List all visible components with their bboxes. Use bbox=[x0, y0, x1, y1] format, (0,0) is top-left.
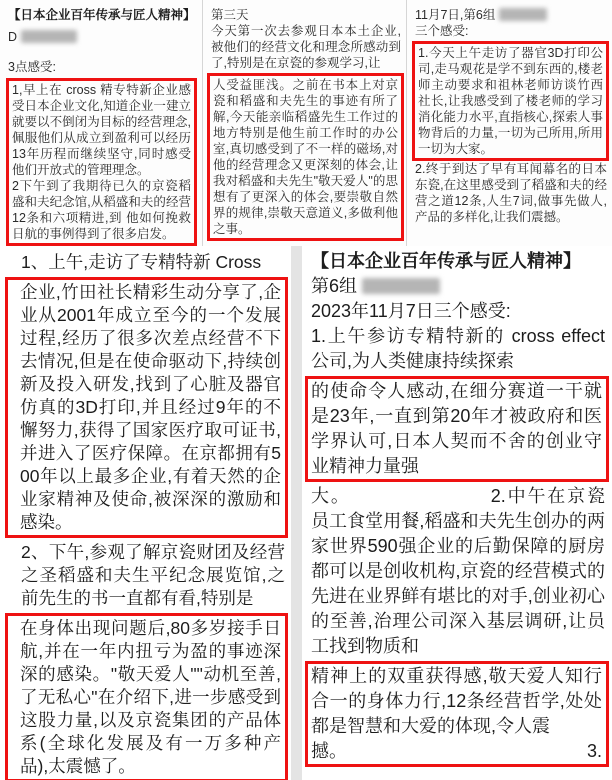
group-line bbox=[311, 274, 605, 299]
intro-label: 3点感受: bbox=[8, 60, 56, 74]
red-annotation-box bbox=[5, 277, 288, 538]
note-paragraph: 人受益匪浅。之前在书本上对京瓷和稻盛和夫先生的事迹有所了解,今天能亲临稻盛先生工作过的地方特别是他生前工作时的办公室,真切感受到了不一样的磁场,对他的经营理念又更深刻的体会,让我对稻盛和夫先生"敬天爱人"的思想有了更深入的体会,要崇敬自然界的规律,崇敬天意道义,多做利他之事。 bbox=[213, 78, 398, 236]
author-line bbox=[8, 29, 197, 45]
note-paragraph: 今天第一次去参观日本本土企业,被他们的经营文化和理念所感动到了,特别是在京瓷的参观学习,让 bbox=[211, 24, 401, 70]
red-annotation-box bbox=[305, 661, 609, 767]
note-bottom-right bbox=[302, 246, 612, 780]
note-paragraph: 精神上的双重获得感,敬天爱人知行合一的身体力行,12条经营哲学,处处都是智慧和大爱的体现,令人震 bbox=[311, 666, 602, 736]
note-paragraph: 2、下午,参观了解京瓷财团及经营之圣稻盛和夫生平纪念展览馆,之前先生的书一直都有看,特别是 bbox=[21, 542, 285, 608]
note-paragraph-text: 2.中午在京瓷员工食堂用餐,稻盛和夫先生创办的两家世界590强企业的后勤保障的厨房都可以是创收机构,京瓷的经营模式的先进在业界鲜有堪比的对手,创业初心的至善,治理公司深入基层调研,让员工找到物质和 bbox=[311, 486, 606, 656]
note-paragraph: 1、上午,走访了专精特新 Cross bbox=[21, 252, 262, 272]
red-annotation-box bbox=[412, 41, 609, 161]
red-annotation-box bbox=[6, 78, 197, 246]
intro-label: 三个感受: bbox=[415, 24, 469, 38]
red-annotation-box bbox=[305, 376, 609, 482]
note-paragraph: 1,早上在 cross 精专特新企业感受日本企业文化,知道企业一建立就要以不倒闭为目标的经营理念,佩服他们从成立到盈利可以经历13年历程而继续坚守,同时感受他们开放式的管理理念。 bbox=[12, 83, 191, 177]
redacted-name-blur bbox=[362, 278, 440, 294]
note-bottom-left bbox=[0, 246, 291, 780]
top-row bbox=[0, 0, 612, 246]
note-paragraph: 的使命令人感动,在细分赛道一干就是23年,一直到第20年才被政府和医学界认可,日本人契而不舍的创业守业精神力量强 bbox=[311, 381, 602, 476]
item-number-text: 3. bbox=[586, 741, 602, 761]
note-title: 【日本企业百年传承与匠人精神】 bbox=[311, 251, 581, 271]
sentence-end-text: 大。 bbox=[311, 486, 351, 506]
note-paragraph: 1.今天上午走访了器官3D打印公司,走马观花是学不到东西的,楼老师主动要求和祖林老师访谈竹西社长,让我感受到了楼老师的学习消化能力水平,直指核心,探索人事物背后的力量,一切为己所用,所用一切为大家。 bbox=[418, 46, 603, 156]
note-top-left bbox=[0, 0, 203, 246]
date-group-text: 11月7日,第6组 bbox=[415, 8, 496, 22]
note-paragraph: 在身体出现问题后,80多岁接手日航,并在一年内扭亏为盈的事迹深深的感染。"敬天爱人""动机至善,了无私心"在介绍下,进一步感受到这股力量,以及京瓷集团的产品体系(全球化发展及有一万多种产品),太震憾了。 bbox=[20, 618, 281, 776]
note-top-right bbox=[407, 0, 612, 246]
note-paragraph: 1.上午参访专精特新的 cross effect 公司,为人类健康持续探索 bbox=[311, 326, 605, 371]
sentence-tail-text: 撼。 bbox=[311, 741, 347, 761]
note-paragraph: 2.终于到达了早有耳闻幕名的日本东瓷,在这里感受到了稻盛和夫的经营之道12条,人生7词,做事先做人,产品的多样化,让我们震撼。 bbox=[415, 162, 607, 224]
author-visible-text: D bbox=[8, 30, 18, 44]
day-label: 第三天 bbox=[211, 8, 249, 22]
note-top-middle bbox=[203, 0, 407, 246]
note-paragraph bbox=[311, 484, 605, 659]
red-annotation-box bbox=[5, 613, 288, 780]
group-label-text: 第6组 bbox=[311, 276, 358, 296]
note-paragraph: 企业,竹田社长精彩生动分享了,企业从2001年成立至今的一个发展过程,经历了很多次差点经营不下去情况,但是在使命驱动下,持续创新及投入研发,找到了心脏及器官仿真的3D打印,并且经过9年的不懈努力,获得了国家医疗取可证书,并进入了医疗保障。在京都拥有500年以上最多企业,有着天然的企业家精神及使命,被深深的激励和感染。 bbox=[20, 282, 281, 532]
red-annotation-box bbox=[207, 73, 404, 241]
note-title: 【日本企业百年传承与匠人精神】 bbox=[8, 8, 196, 22]
date-line: 2023年11月7日三个感受: bbox=[311, 301, 511, 321]
date-group-line bbox=[415, 7, 607, 23]
note-paragraph: 2下午到了我期待已久的京瓷稻盛和夫纪念馆,从稻盛和夫的经营12条和六项精进,到 他如何挽救日航的事例得到了很多启发。 bbox=[12, 179, 191, 241]
redacted-name-blur bbox=[21, 30, 77, 43]
bottom-row bbox=[0, 246, 612, 780]
column-gutter bbox=[291, 246, 302, 780]
last-line bbox=[311, 739, 602, 764]
redacted-name-blur bbox=[499, 8, 547, 21]
